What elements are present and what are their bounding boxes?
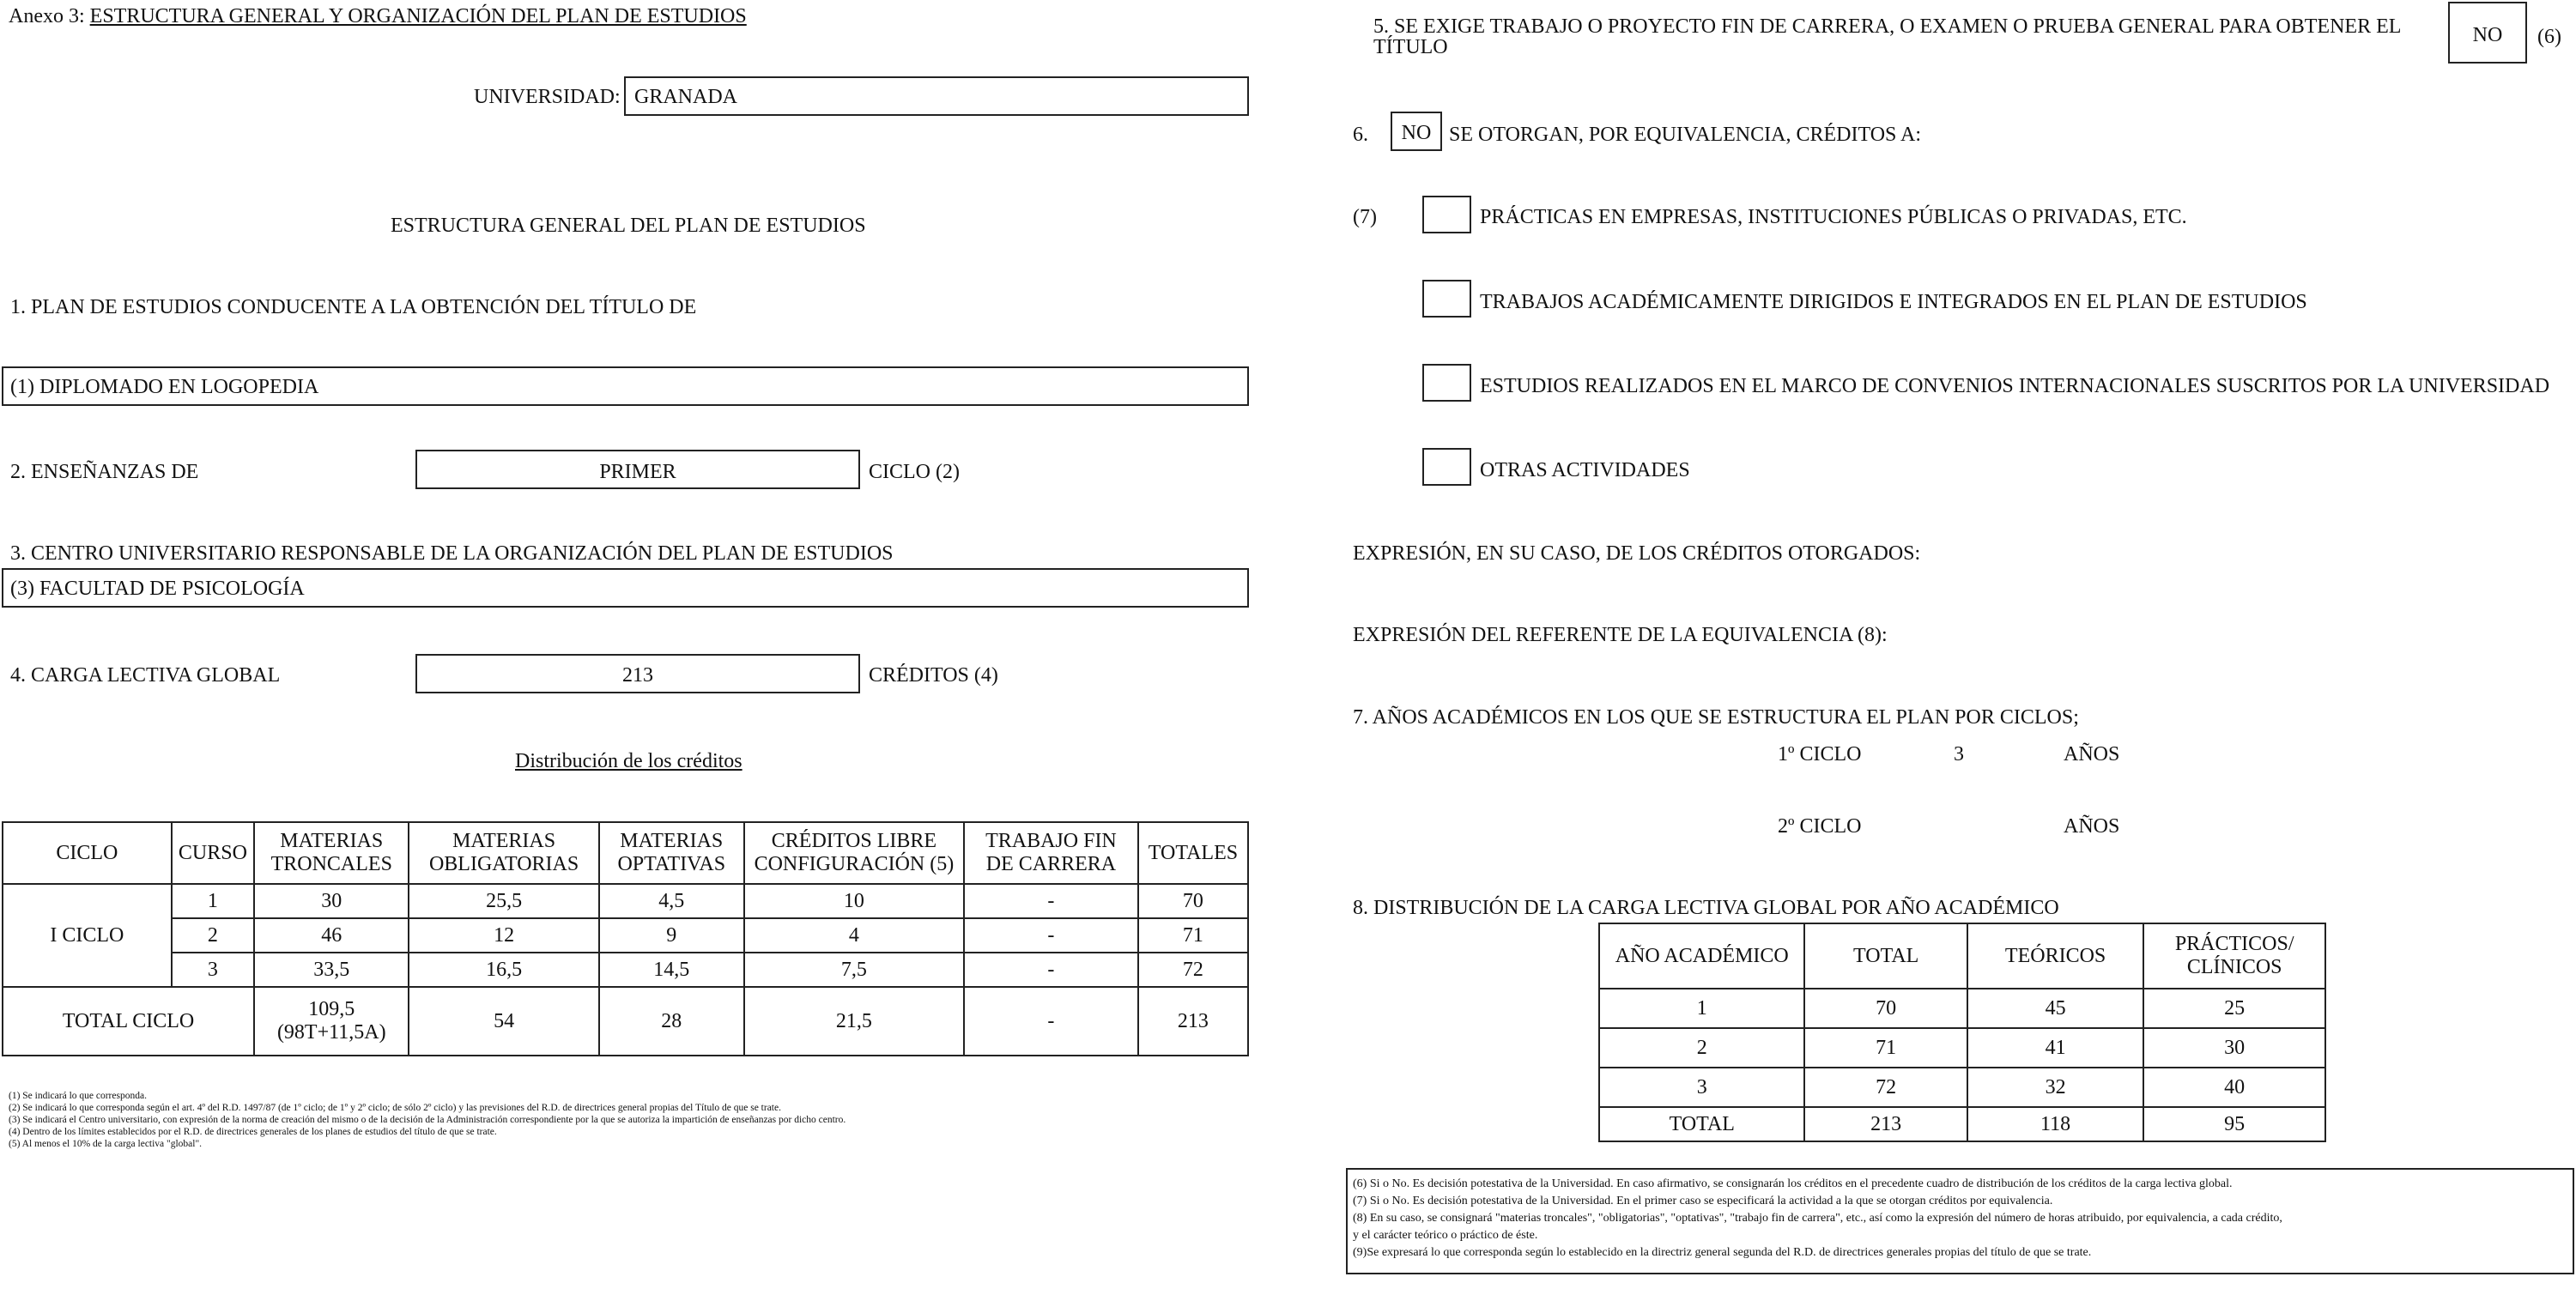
footnote: (5) Al menos el 10% de la carga lectiva "global". <box>9 1139 203 1149</box>
footnote: (4) Dentro de los límites establecidos por el R.D. de directrices generales de los planes de estudios del título de que se trate. <box>9 1127 497 1137</box>
table-cell: 4 <box>744 918 964 953</box>
total-label: TOTAL CICLO <box>3 987 254 1056</box>
table-cell: 3 <box>1599 1068 1804 1107</box>
section-2-label: 2. ENSEÑANZAS DE <box>10 461 199 483</box>
section-8-label: 8. DISTRIBUCIÓN DE LA CARGA LECTIVA GLOBAL POR AÑO ACADÉMICO <box>1353 897 2059 919</box>
final-project-value: NO <box>2472 24 2503 46</box>
annex-prefix: Anexo 3: <box>9 5 85 27</box>
table-cell: - <box>964 884 1138 918</box>
table-cell: 41 <box>1967 1028 2144 1068</box>
total-troncales-value: 109,5 <box>308 998 355 1020</box>
table-cell: 1 <box>172 884 254 918</box>
table-cell: 70 <box>1804 989 1967 1028</box>
equivalence-note: (7) <box>1353 206 1377 228</box>
table-cell: 71 <box>1138 918 1248 953</box>
distribution-title: Distribución de los créditos <box>515 750 742 772</box>
centre-value: (3) FACULTAD DE PSICOLOGÍA <box>10 578 305 600</box>
table-cell: 14,5 <box>599 953 744 987</box>
footnote: (1) Se indicará lo que corresponda. <box>9 1091 147 1101</box>
note-line: (6) Si o No. Es decisión potestativa de la Universidad. En caso afirmativo, se consignarán los créditos en el precedente cuadro de distribución de los créditos de la carga lectiva global. <box>1353 1177 2233 1190</box>
load-suffix: CRÉDITOS (4) <box>869 664 998 687</box>
table-cell: 32 <box>1967 1068 2144 1107</box>
structure-title: ESTRUCTURA GENERAL DEL PLAN DE ESTUDIOS <box>391 215 866 237</box>
table-cell: TOTAL <box>1599 1107 1804 1141</box>
header-cell: CURSO <box>172 822 254 884</box>
footnote: (2) Se indicará lo que corresponda según el art. 4º del R.D. 1497/87 (de 1º ciclo; de 1º y 2º ciclo; de sólo 2º ciclo) y las previsiones del R.D. de directrices general propias del Título de que se trate. <box>9 1103 781 1113</box>
table-cell: 95 <box>2143 1107 2325 1141</box>
table-cell: 2 <box>172 918 254 953</box>
cycle-2-unit: AÑOS <box>2064 815 2120 838</box>
equivalence-item-estudios: ESTUDIOS REALIZADOS EN EL MARCO DE CONVENIOS INTERNACIONALES SUSCRITOS POR LA UNIVERSIDAD <box>1480 375 2550 397</box>
equivalence-item-practicas: PRÁCTICAS EN EMPRESAS, INSTITUCIONES PÚBLICAS O PRIVADAS, ETC. <box>1480 206 2187 228</box>
cycle-value: PRIMER <box>599 461 676 483</box>
table-cell: 72 <box>1138 953 1248 987</box>
table-cell: - <box>964 953 1138 987</box>
checkbox-estudios[interactable] <box>1422 364 1471 402</box>
header-cell: MATERIAS OBLIGATORIAS <box>409 822 598 884</box>
footnotes-left <box>9 1090 846 1150</box>
table-cell: 40 <box>2143 1068 2325 1107</box>
table-row <box>1599 989 2325 1028</box>
checkbox-trabajos[interactable] <box>1422 280 1471 318</box>
equivalence-item-otras: OTRAS ACTIVIDADES <box>1480 459 1690 481</box>
note-line: (9)Se expresará lo que corresponda según lo establecido en la directriz general segunda del R.D. de directrices generales propias del título de que se trate. <box>1353 1246 2092 1259</box>
table-cell: 4,5 <box>599 884 744 918</box>
table-row <box>1599 1068 2325 1107</box>
footnote: (3) Se indicará el Centro universitario, con expresión de la norma de creación del mismo o de la decisión de la Administración correspondiente por la que se autoriza la impartición de enseñanzas por dicho centro. <box>9 1115 846 1125</box>
table-cell: 16,5 <box>409 953 598 987</box>
table-cell: 2 <box>1599 1028 1804 1068</box>
table-cell: 10 <box>744 884 964 918</box>
section-6-number: 6. <box>1353 124 1368 146</box>
table-cell: 72 <box>1804 1068 1967 1107</box>
credits-expression-label: EXPRESIÓN, EN SU CASO, DE LOS CRÉDITOS OTORGADOS: <box>1353 542 1921 565</box>
table-row <box>1599 1028 2325 1068</box>
section-3-label: 3. CENTRO UNIVERSITARIO RESPONSABLE DE LA ORGANIZACIÓN DEL PLAN DE ESTUDIOS <box>10 542 894 565</box>
table-row <box>3 884 1248 918</box>
section-5-line2: TÍTULO <box>1373 36 1448 58</box>
referent-expression-label: EXPRESIÓN DEL REFERENTE DE LA EQUIVALENCIA (8): <box>1353 624 1888 646</box>
table-cell: - <box>964 987 1138 1056</box>
header-practicos: PRÁCTICOS/ <box>2174 933 2294 955</box>
cycle-2-label: 2º CICLO <box>1778 815 1862 838</box>
header-cell: CRÉDITOS LIBRE CONFIGURACIÓN (5) <box>744 822 964 884</box>
header-cell: MATERIAS OPTATIVAS <box>599 822 744 884</box>
section-7-label: 7. AÑOS ACADÉMICOS EN LOS QUE SE ESTRUCTURA EL PLAN POR CICLOS; <box>1353 706 2079 729</box>
degree-value: (1) DIPLOMADO EN LOGOPEDIA <box>10 376 319 398</box>
equivalence-value: NO <box>1401 122 1432 144</box>
table-cell: 30 <box>2143 1028 2325 1068</box>
load-value: 213 <box>622 664 653 687</box>
credits-header-row <box>3 822 1248 884</box>
total-row <box>1599 1107 2325 1141</box>
cycle-suffix: CICLO (2) <box>869 461 960 483</box>
table-cell: 70 <box>1138 884 1248 918</box>
table-cell: 45 <box>1967 989 2144 1028</box>
header-clinicos: CLÍNICOS <box>2186 956 2282 978</box>
equivalence-item-trabajos: TRABAJOS ACADÉMICAMENTE DIRIGIDOS E INTEGRADOS EN EL PLAN DE ESTUDIOS <box>1480 291 2307 313</box>
cycle-cell: I CICLO <box>3 884 172 987</box>
checkbox-practicas[interactable] <box>1422 196 1471 233</box>
cycle-1-unit: AÑOS <box>2064 743 2120 765</box>
table-cell: 25,5 <box>409 884 598 918</box>
annual-load-table <box>1598 923 2326 1142</box>
table-cell: 213 <box>1804 1107 1967 1141</box>
total-row <box>3 987 1248 1056</box>
section-5-line1: 5. SE EXIGE TRABAJO O PROYECTO FIN DE CARRERA, O EXAMEN O PRUEBA GENERAL PARA OBTENER EL <box>1373 15 2402 38</box>
table-cell: 54 <box>409 987 598 1056</box>
cycle-1-label: 1º CICLO <box>1778 743 1862 765</box>
total-troncales-breakdown: (98T+11,5A) <box>276 1021 386 1044</box>
table-row <box>3 918 1248 953</box>
annual-header-row <box>1599 923 2325 989</box>
table-row <box>3 953 1248 987</box>
table-cell: 1 <box>1599 989 1804 1028</box>
table-cell: 3 <box>172 953 254 987</box>
table-cell: 21,5 <box>744 987 964 1056</box>
table-cell: 46 <box>254 918 409 953</box>
header-cell: AÑO ACADÉMICO <box>1599 923 1804 989</box>
table-cell: 33,5 <box>254 953 409 987</box>
table-cell: 28 <box>599 987 744 1056</box>
header-cell: MATERIAS TRONCALES <box>254 822 409 884</box>
header-cell: TOTAL <box>1804 923 1967 989</box>
total-troncales <box>254 987 409 1056</box>
header-cell: CICLO <box>3 822 172 884</box>
note-line: y el carácter teórico o práctico de éste. <box>1353 1229 1538 1242</box>
notes-right <box>1353 1176 2282 1262</box>
annex-heading <box>9 5 747 28</box>
note-line: (8) En su caso, se consignará "materias troncales", "obligatorias", "optativas", "trabajo fin de carrera", etc., así como la expresión del número de horas atribuido, por equivalencia, a cada crédito, <box>1353 1212 2282 1225</box>
section-4-label: 4. CARGA LECTIVA GLOBAL <box>10 664 281 687</box>
section-5-note: (6) <box>2537 26 2561 48</box>
checkbox-otras[interactable] <box>1422 448 1471 486</box>
section-6-label: SE OTORGAN, POR EQUIVALENCIA, CRÉDITOS A: <box>1449 124 1922 146</box>
table-cell: 12 <box>409 918 598 953</box>
header-cell: TOTALES <box>1138 822 1248 884</box>
university-value: GRANADA <box>634 86 737 108</box>
credits-table <box>2 821 1249 1056</box>
table-cell: - <box>964 918 1138 953</box>
university-label: UNIVERSIDAD: <box>474 86 621 108</box>
cycle-1-years: 3 <box>1954 743 1964 765</box>
table-cell: 118 <box>1967 1107 2144 1141</box>
header-cell: TRABAJO FIN DE CARRERA <box>964 822 1138 884</box>
annex-title: ESTRUCTURA GENERAL Y ORGANIZACIÓN DEL PLAN DE ESTUDIOS <box>89 5 747 27</box>
table-cell: 71 <box>1804 1028 1967 1068</box>
table-cell: 7,5 <box>744 953 964 987</box>
header-cell <box>2143 923 2325 989</box>
header-cell: TEÓRICOS <box>1967 923 2144 989</box>
table-cell: 9 <box>599 918 744 953</box>
note-line: (7) Si o No. Es decisión potestativa de la Universidad. En el primer caso se especificará la actividad a la que se otorgan créditos por equivalencia. <box>1353 1195 2053 1207</box>
section-1-label: 1. PLAN DE ESTUDIOS CONDUCENTE A LA OBTENCIÓN DEL TÍTULO DE <box>10 296 697 318</box>
table-cell: 25 <box>2143 989 2325 1028</box>
table-cell: 30 <box>254 884 409 918</box>
table-cell: 213 <box>1138 987 1248 1056</box>
